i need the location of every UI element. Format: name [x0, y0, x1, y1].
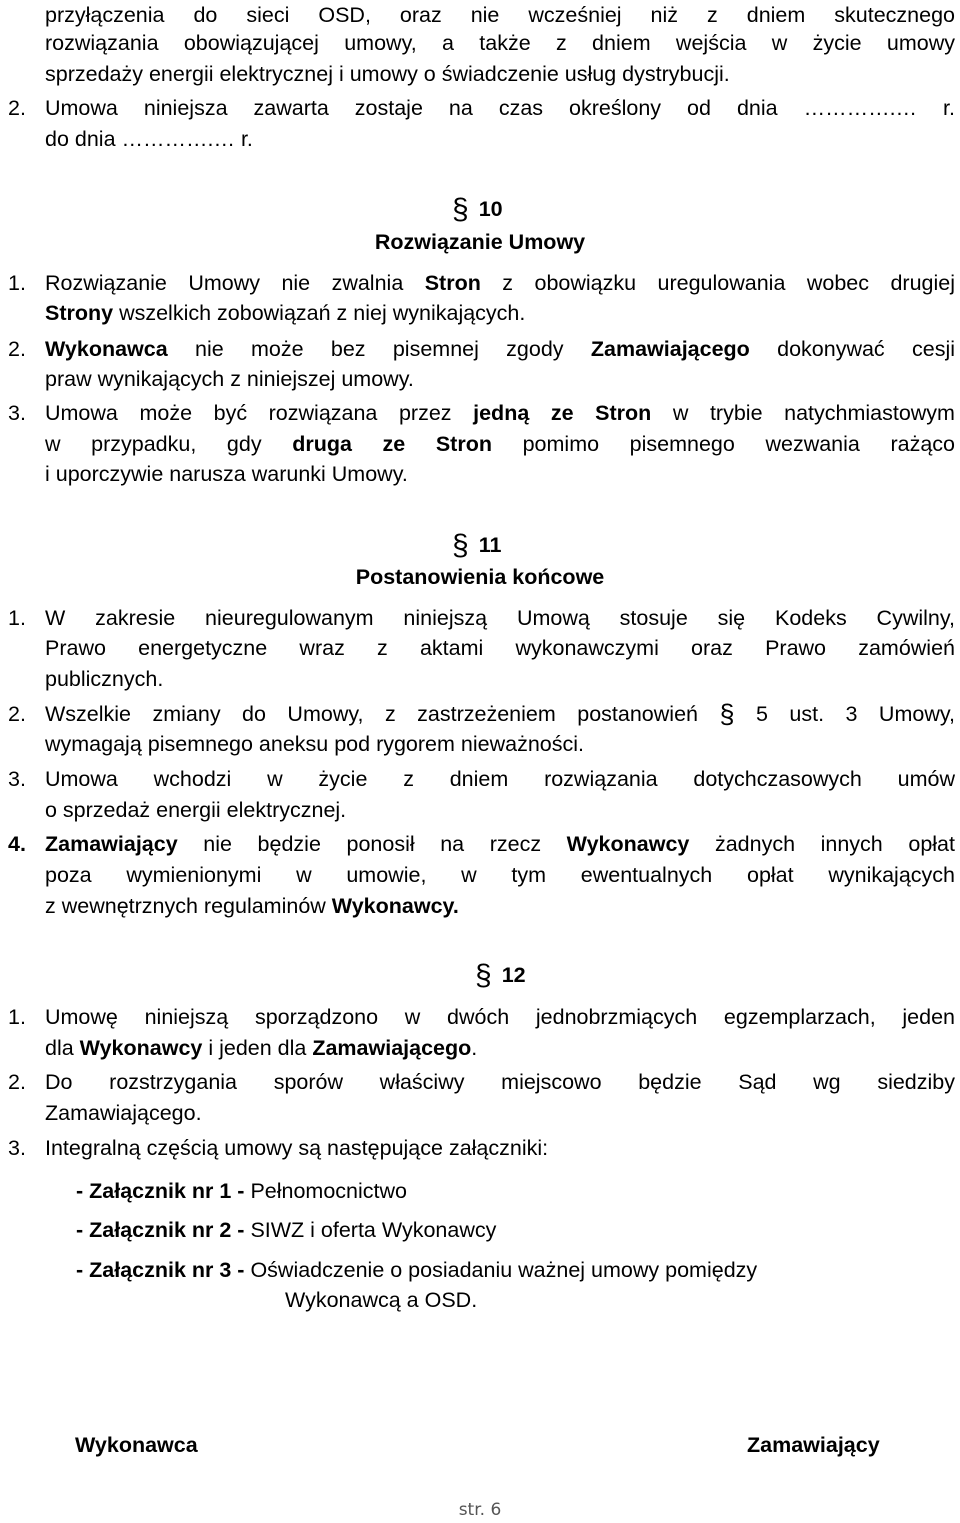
paragraph-number: 2. — [8, 1070, 26, 1094]
sec12-p3-line-1: Integralną częścią umowy są następujące załączniki: — [45, 1136, 549, 1160]
sec11-p4-line-1: Zamawiający nie będzie ponosił na rzecz Wykonawcy żadnych innych opłat — [45, 832, 955, 856]
sec12-p1-line-1: Umowę niniejszą sporządzono w dwóch jednobrzmiących egzemplarzach, jeden — [45, 1005, 955, 1029]
sec11-p1-line-2: Prawo energetyczne wraz z aktami wykonawczymi oraz Prawo zamówień — [45, 636, 955, 660]
section-10-title: Rozwiązanie Umowy — [374, 230, 586, 254]
section-number: 12 — [501, 963, 526, 987]
paragraph-number: 3. — [8, 1136, 26, 1160]
sec10-p2-line-2: praw wynikających z niniejszej umowy. — [45, 367, 414, 391]
section-number: 10 — [478, 197, 503, 221]
section-symbol: § — [452, 193, 469, 226]
attachment-2: - Załącznik nr 2 - SIWZ i oferta Wykonawcy — [76, 1218, 497, 1242]
sec10-p1-line-2: Strony wszelkich zobowiązań z niej wynikających. — [45, 301, 526, 325]
paragraph-number: 2. — [8, 702, 26, 726]
page-number: str. 6 — [458, 1500, 502, 1520]
term-clause-line-1: Umowa niniejsza zawarta zostaje na czas określony od dnia ………….… r. — [45, 96, 955, 120]
section-symbol: § — [719, 699, 735, 729]
sec11-p2-line-2: wymagają pisemnego aneksu pod rygorem nieważności. — [45, 732, 584, 756]
section-symbol: § — [452, 529, 469, 562]
paragraph-number: 3. — [8, 401, 26, 425]
signature-contractor: Wykonawca — [75, 1433, 198, 1457]
sec11-p4-line-3: z wewnętrznych regulaminów Wykonawcy. — [45, 894, 459, 918]
section-11-heading — [452, 525, 501, 565]
sec12-p2-line-2: Zamawiającego. — [45, 1101, 202, 1125]
section-11-title: Postanowienia końcowe — [355, 565, 605, 589]
attachment-3-line-2: Wykonawcą a OSD. — [285, 1288, 478, 1312]
section-number: 11 — [478, 533, 502, 557]
sec10-p3-line-1: Umowa może być rozwiązana przez jedną ze Stron w trybie natychmiastowym — [45, 401, 955, 425]
paragraph-number: 3. — [8, 767, 26, 791]
paragraph-number: 4. — [8, 832, 26, 856]
intro-line-3: sprzedaży energii elektrycznej i umowy o świadczenie usług dystrybucji. — [45, 62, 730, 86]
attachment-1: - Załącznik nr 1 - Pełnomocnictwo — [76, 1179, 407, 1203]
paragraph-number: 1. — [8, 271, 26, 295]
sec10-p3-line-2: w przypadku, gdy druga ze Stron pomimo pisemnego wezwania rażąco — [45, 432, 956, 456]
section-symbol: § — [475, 959, 492, 992]
paragraph-number: 2. — [8, 337, 26, 361]
sec10-p2-line-1: Wykonawca nie może bez pisemnej zgody Zamawiającego dokonywać cesji — [45, 337, 955, 361]
term-clause-line-2: do dnia ………….… r. — [45, 127, 253, 151]
sec12-p2-line-1: Do rozstrzygania sporów właściwy miejscowo będzie Sąd wg siedziby — [45, 1070, 955, 1094]
section-10-heading — [452, 189, 503, 229]
sec11-p1-line-3: publicznych. — [45, 667, 164, 691]
paragraph-number: 1. — [8, 606, 26, 630]
sec10-p3-line-3: i uporczywie narusza warunki Umowy. — [45, 462, 408, 486]
sec11-p1-line-1: W zakresie nieuregulowanym niniejszą Umową stosuje się Kodeks Cywilny, — [45, 606, 955, 630]
sec11-p3-line-2: o sprzedaż energii elektrycznej. — [45, 798, 347, 822]
sec11-p2-line-1: Wszelkie zmiany do Umowy, z zastrzeżeniem postanowień § 5 ust. 3 Umowy, — [45, 699, 955, 729]
sec12-p1-line-2: dla Wykonawcy i jeden dla Zamawiającego. — [45, 1036, 478, 1060]
intro-line-2: rozwiązania obowiązującej umowy, a także z dniem wejścia w życie umowy — [45, 31, 955, 55]
section-12-heading — [475, 955, 526, 995]
sec11-p4-line-2: poza wymienionymi w umowie, w tym ewentualnych opłat wynikających — [45, 863, 955, 887]
intro-line-1: przyłączenia do sieci OSD, oraz nie wcześniej niż z dniem skutecznego — [45, 3, 955, 27]
sec10-p1-line-1: Rozwiązanie Umowy nie zwalnia Stron z obowiązku uregulowania wobec drugiej — [45, 271, 955, 295]
paragraph-number: 2. — [8, 96, 26, 120]
signature-client: Zamawiający — [747, 1433, 880, 1457]
attachment-3: - Załącznik nr 3 - Oświadczenie o posiadaniu ważnej umowy pomiędzy — [76, 1258, 758, 1282]
sec11-p3-line-1: Umowa wchodzi w życie z dniem rozwiązania dotychczasowych umów — [45, 767, 955, 791]
paragraph-number: 1. — [8, 1005, 26, 1029]
